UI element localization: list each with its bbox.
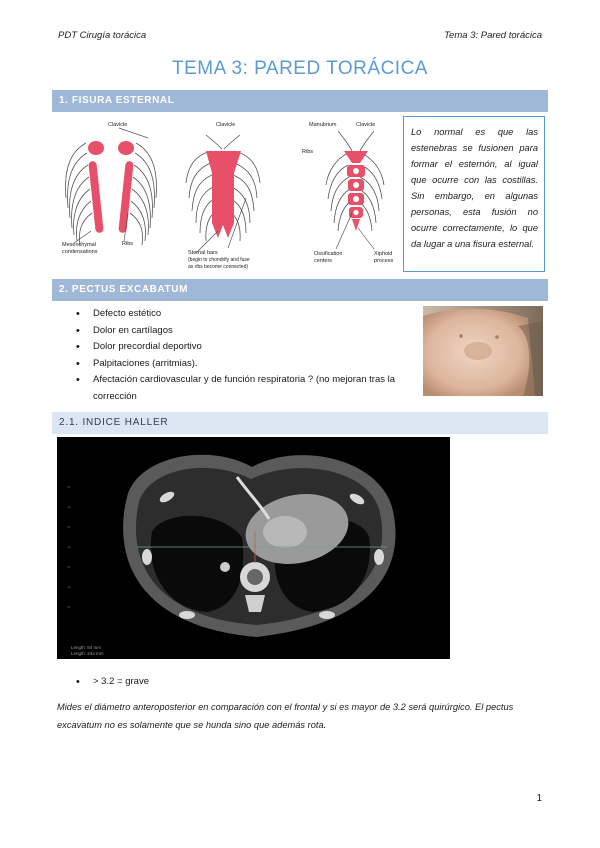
sternum-development-diagram — [56, 113, 401, 271]
section-heading-pectus-excabatum: 2. PECTUS EXCABATUM — [52, 279, 548, 301]
ct-caption-1: Length: 84 mm — [71, 645, 102, 650]
label-clavicle-3: Clavicle — [356, 122, 376, 128]
label-ribs-2: Ribs — [302, 149, 314, 155]
ct-scan-image — [57, 437, 450, 659]
header-right: Tema 3: Pared torácica — [444, 30, 542, 41]
page-title: TEMA 3: PARED TORÁCICA — [172, 58, 428, 79]
label-xiphoid: Xiphoid — [374, 251, 393, 257]
list-item: • Palpitaciones (arritmias). — [76, 356, 416, 373]
label-sternal-bars-note1: (begin to chondrify and fuse — [188, 257, 250, 263]
label-clavicle-1: Clavicle — [108, 122, 128, 128]
label-centers: centers — [314, 258, 333, 264]
label-condensations: condensations — [62, 249, 98, 255]
list-item: • Dolor precordial deportivo — [76, 339, 416, 356]
haller-threshold-list — [76, 674, 149, 690]
haller-explanation: Mides el diámetro anteroposterior en comparación con el frontal y si es mayor de 3.2 será quirúrgico. El pectus excavatum no es solamente que se hunda sino que además rota. — [57, 702, 514, 730]
label-sternal-bars-note2: as ribs become connected) — [188, 264, 249, 270]
section-heading-indice-haller: 2.1. INDICE HALLER — [52, 412, 548, 434]
list-item: • Dolor en cartílagos — [76, 323, 416, 340]
list-item: • Defecto estético — [76, 306, 416, 323]
label-ribs-1: Ribs — [122, 241, 134, 247]
label-manubrium: Manubrium — [309, 122, 337, 128]
list-item: • > 3.2 = grave — [76, 674, 149, 690]
sternal-fissure-note: Lo normal es que las estenebras se fusionen para formar el esternón, al igual que ocurre con las costillas. Sin embargo, en algunas personas, esta fusión no ocurre correctamente, lo que da lugar a una fisura esternal. — [403, 116, 545, 272]
section-heading-fisura-esternal: 1. FISURA ESTERNAL — [52, 90, 548, 112]
pectus-chest-photo — [423, 306, 543, 396]
pectus-symptoms-list — [76, 306, 416, 405]
label-mesenchymal: Mesenchymal — [62, 242, 96, 248]
label-clavicle-2: Clavicle — [216, 122, 236, 128]
label-process: process — [374, 258, 394, 264]
page-number: 1 — [536, 793, 542, 804]
list-item: • Afectación cardiovascular y de función respiratoria ? (no mejoran tras la corrección — [76, 372, 416, 405]
label-ossification: Ossification — [314, 251, 343, 257]
header-left: PDT Cirugía torácica — [58, 30, 147, 41]
diagram-panel-mesenchymal — [66, 128, 157, 245]
label-sternal-bars: Sternal bars — [188, 250, 218, 256]
ct-caption-2: Length: 234 mm — [71, 651, 104, 656]
